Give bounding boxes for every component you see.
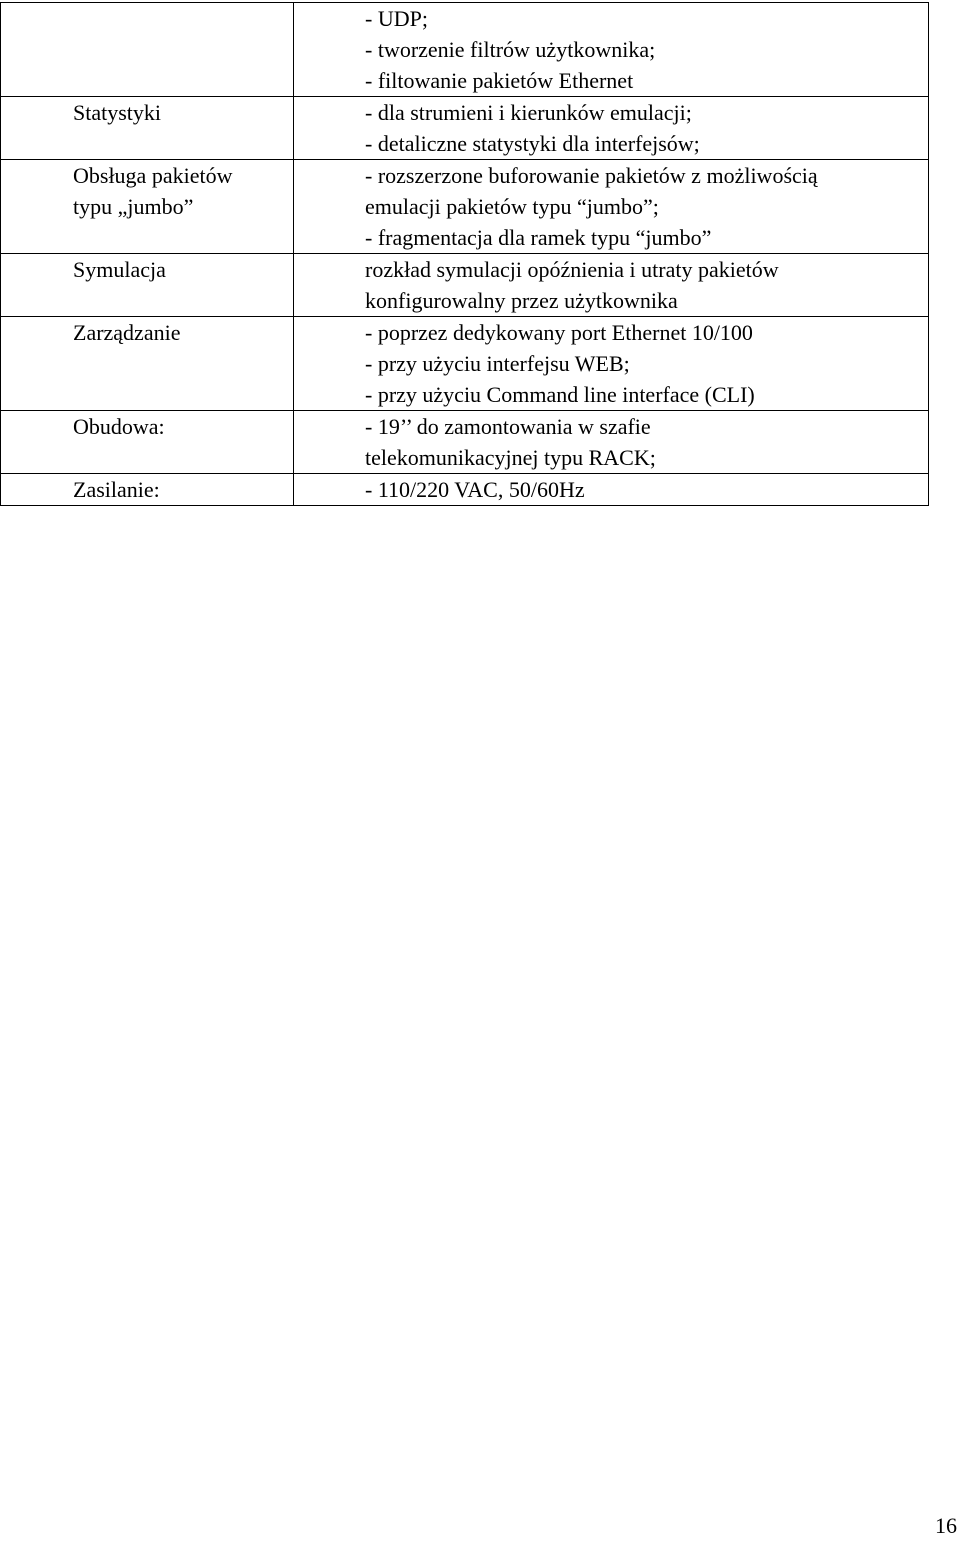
specification-table <box>0 2 929 506</box>
row-label-cell <box>1 3 294 97</box>
value-line: - przy użyciu interfejsu WEB; <box>365 351 630 376</box>
row-value-cell <box>294 160 929 254</box>
row-value-cell <box>294 97 929 160</box>
value-line: - filtowanie pakietów Ethernet <box>365 68 634 93</box>
value-line: - przy użyciu Command line interface (CLI) <box>365 382 755 407</box>
table-row <box>1 411 929 474</box>
value-line: - detaliczne statystyki dla interfejsów; <box>365 131 700 156</box>
row-label-cell <box>1 254 294 317</box>
row-label-cell <box>1 160 294 254</box>
value-line: konfigurowalny przez użytkownika <box>365 288 678 313</box>
value-line: - 110/220 VAC, 50/60Hz <box>365 477 585 502</box>
value-line: - fragmentacja dla ramek typu “jumbo” <box>365 225 712 250</box>
value-line: - UDP; <box>365 6 428 31</box>
row-label-line: Statystyki <box>73 100 162 125</box>
row-label-cell <box>1 317 294 411</box>
row-value-cell <box>294 474 929 506</box>
row-label-line: Symulacja <box>73 257 166 282</box>
table-row <box>1 474 929 506</box>
row-label-line: Zasilanie: <box>73 477 160 502</box>
table-row <box>1 3 929 97</box>
row-label-cell <box>1 474 294 506</box>
row-label-line: typu „jumbo” <box>73 194 194 219</box>
value-line: - tworzenie filtrów użytkownika; <box>365 37 656 62</box>
value-line: - rozszerzone buforowanie pakietów z możliwością <box>365 163 818 188</box>
row-label-cell <box>1 411 294 474</box>
value-line: telekomunikacyjnej typu RACK; <box>365 445 656 470</box>
value-line: - dla strumieni i kierunków emulacji; <box>365 100 692 125</box>
page-number: 16 <box>935 1513 957 1538</box>
row-label-line: Obudowa: <box>73 414 165 439</box>
table-row <box>1 254 929 317</box>
table-row <box>1 97 929 160</box>
value-line: - poprzez dedykowany port Ethernet 10/100 <box>365 320 753 345</box>
table-row <box>1 160 929 254</box>
row-label-line: Obsługa pakietów <box>73 163 233 188</box>
row-label-line: Zarządzanie <box>73 320 181 345</box>
value-line: emulacji pakietów typu “jumbo”; <box>365 194 659 219</box>
row-value-cell <box>294 411 929 474</box>
row-value-cell <box>294 317 929 411</box>
row-value-cell <box>294 3 929 97</box>
row-value-cell <box>294 254 929 317</box>
value-line: - 19’’ do zamontowania w szafie <box>365 414 651 439</box>
row-label-cell <box>1 97 294 160</box>
value-line: rozkład symulacji opóźnienia i utraty pakietów <box>365 257 779 282</box>
table-row <box>1 317 929 411</box>
